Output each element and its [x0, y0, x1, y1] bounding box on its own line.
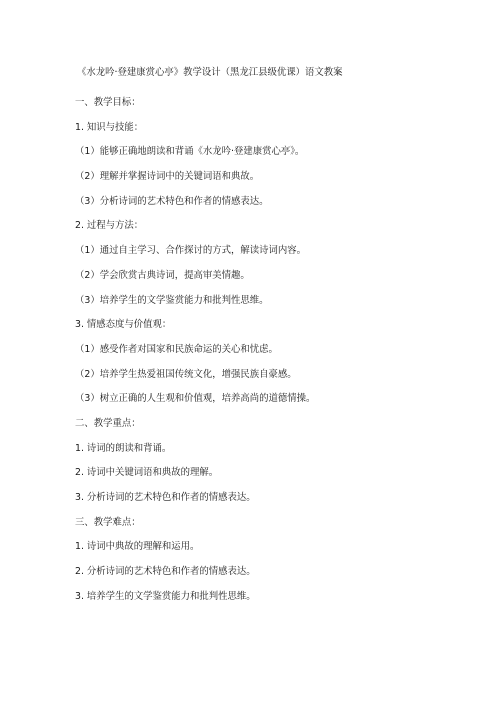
list-item: （3）培养学生的文学鉴赏能力和批判性思维。 — [75, 294, 269, 306]
list-item: （3）树立正确的人生观和价值观，培养高尚的道德情操。 — [75, 393, 316, 405]
document-body — [75, 96, 315, 614]
list-item: （1）通过自主学习、合作探讨的方式，解读诗词内容。 — [75, 245, 306, 257]
list-item: 1. 诗词中典故的理解和运用。 — [75, 541, 200, 553]
section-heading-difficulties: 三、教学难点： — [75, 516, 141, 528]
document-title: 《水龙吟·登建康赏心亭》教学设计（黑龙江县级优课）语文教案 — [77, 67, 343, 78]
section-heading-key-points: 二、教学重点： — [75, 417, 141, 429]
list-item: （1）能够正确地朗读和背诵《水龙吟·登建康赏心亭》。 — [75, 146, 305, 158]
list-item: 2. 诗词中关键词语和典故的理解。 — [75, 467, 219, 479]
subheading-process-methods: 2. 过程与方法： — [75, 220, 144, 232]
list-item: （2）学会欣赏古典诗词，提高审美情趣。 — [75, 269, 250, 281]
list-item: 3. 分析诗词的艺术特色和作者的情感表达。 — [75, 492, 256, 503]
subheading-attitude-values: 3. 情感态度与价值观： — [75, 319, 172, 331]
list-item: 2. 分析诗词的艺术特色和作者的情感表达。 — [75, 566, 256, 578]
list-item: （2）培养学生热爱祖国传统文化，增强民族自豪感。 — [75, 368, 297, 380]
list-item: （2）理解并掌握诗词中的关键词语和典故。 — [75, 171, 260, 183]
subheading-knowledge-skills: 1. 知识与技能： — [75, 121, 144, 133]
list-item: （1）感受作者对国家和民族命运的关心和忧虑。 — [75, 343, 278, 355]
list-item: （3）分析诗词的艺术特色和作者的情感表达。 — [75, 195, 269, 207]
list-item: 1. 诗词的朗读和背诵。 — [75, 442, 172, 454]
list-item: 3. 培养学生的文学鉴赏能力和批判性思维。 — [75, 590, 256, 602]
section-heading-objectives: 一、教学目标： — [75, 97, 141, 108]
